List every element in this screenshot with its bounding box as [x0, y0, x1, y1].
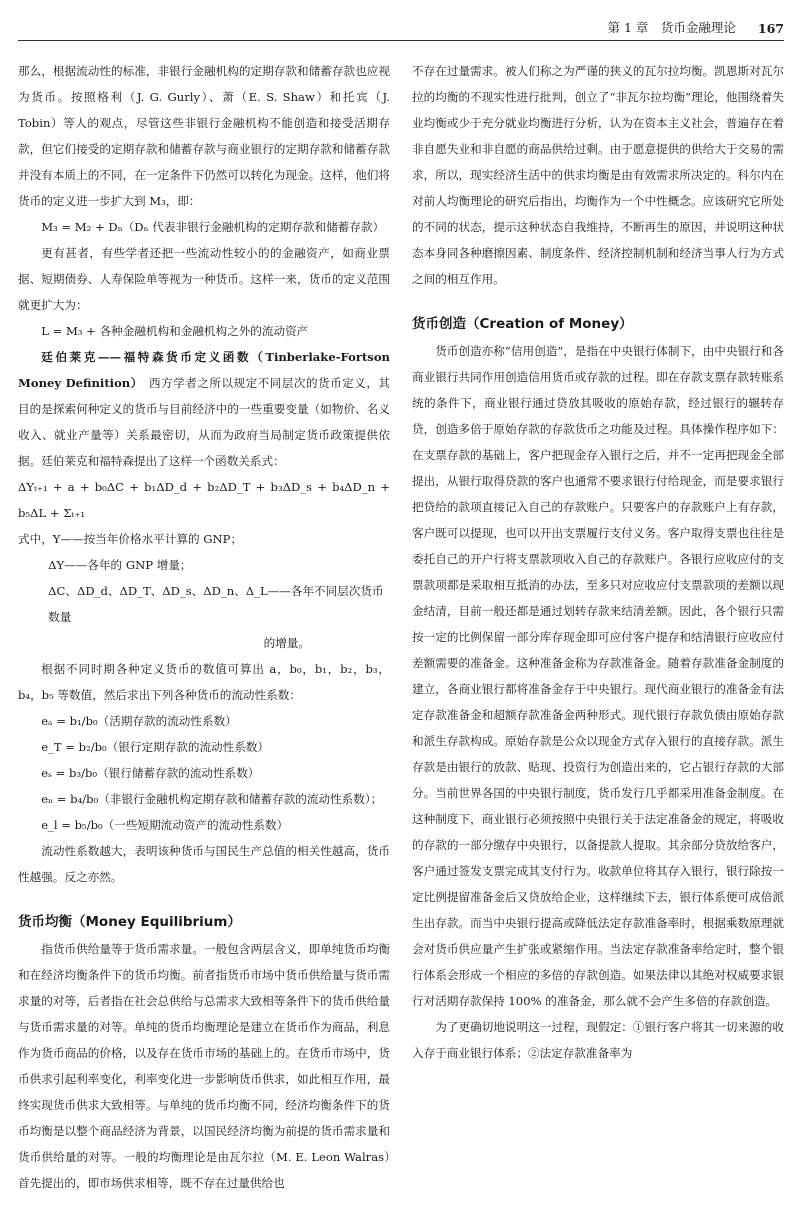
paragraph: 不存在过量需求。被人们称之为严谨的狭义的瓦尔拉均衡。凯恩斯对瓦尔拉的均衡的不现实性进行批判，创立了“非瓦尔拉均衡”理论，他围绕着失业均衡或少于充分就业均衡进行分析，认为在资本主义社会，普遍存在着非自愿失业和非自愿的商品供给过剩。由于愿意提供的供给大于交易的需求，所以，现实经济生活中的供求均衡是由有效需求所决定的。科尔内在对前人均衡理论的研究后指出，均衡作为一个中性概念。应该研究它所处的不同的状态，提示这种状态自我维持，不断再生的原因，并说明这种状态本身同各种磨擦因素、制度条件、经济控制机制和经济当事人行为方式之间的相互作用。	[412, 64, 784, 286]
paragraph: 那么，根据流动性的标准，非银行金融机构的定期存款和储蓄存款也应视为货币。按照格利（J. G. Gurly）、萧（E. S. Shaw）和托宾（J. Tobin）等人的观点，尽管这些非银行金融机构不能创造和接受活期存款，但它们接受的定期存款和储蓄存款与商业银行的定期存款和储蓄存款并没有本质上的不同，在一定条件下仍然可以转化为现金。这样，他们将货币的定义进一步扩大到 M₃，即：	[18, 64, 390, 208]
left-column	[18, 58, 390, 1196]
chapter-title: 第 1 章 货币金融理论	[607, 20, 736, 35]
coefficient: e_l = b₅/b₀（一些短期流动资产的流动性系数）	[41, 818, 289, 832]
paragraph: 为了更确切地说明这一过程，现假定：①银行客户将其一切来源的收入存于商业银行体系；②法定存款准备率为	[412, 1020, 784, 1060]
formula-where: 式中，Y——按当年价格水平计算的 GNP；	[18, 532, 243, 546]
section-heading: 货币创造（Creation of Money）	[412, 316, 633, 332]
formula-var: ΔY——各年的 GNP 增量；	[48, 558, 192, 572]
coefficient: eₛ = b₃/b₀（银行储蓄存款的流动性系数）	[41, 766, 260, 780]
paragraph	[18, 344, 390, 474]
right-column	[412, 58, 784, 1066]
paragraph: 流动性系数越大，表明该种货币与国民生产总值的相关性越高，货币性越强。反之亦然。	[18, 844, 390, 884]
page-number: 167	[757, 21, 784, 36]
coefficient: e_T = b₂/b₀（银行定期存款的流动性系数）	[41, 740, 270, 754]
term-heading: 廷伯莱克——福特森货币定义函数（Tinberlake-Fortson Money Definition）	[18, 350, 390, 390]
coefficient: eₐ = b₁/b₀（活期存款的流动性系数）	[41, 714, 237, 728]
term-body: 西方学者之所以规定不同层次的货币定义，其目的是探索何种定义的货币与目前经济中的一些重要变量（如物价、名义收入、就业产量等）关系最密切，从而为政府当局制定货币政策提供依据。廷伯莱克和福特森提出了这样一个函数关系式：	[18, 376, 390, 468]
paragraph: 指货币供给量等于货币需求量。一般包含两层含义，即单纯货币均衡和在经济均衡条件下的货币均衡。前者指货币市场中货币供给量与货币需求量的对等，后者指在社会总供给与总需求大致相等条件下的货币供给量与货币需求量的对等。单纯的货币均衡理论是建立在货币作为商品，利息作为货币商品的价格，以及存在货币市场的基础上的。在货币市场中，货币供求引起利率变化，利率变化进一步影响货币供求，如此相互作用，最终实现货币供求大致相等。与单纯的货币均衡不同，经济均衡条件下的货币均衡是以整个商品经济为背景，以国民经济均衡为前提的货币需求量和货币供给量的对等。一般的均衡理论是由瓦尔拉（M. E. Leon Walras）首先提出的，即市场供求相等，既不存在过量供给也	[18, 942, 390, 1190]
section-heading: 货币均衡（Money Equilibrium）	[18, 914, 241, 930]
formula-var-cont: 的增量。	[263, 636, 310, 650]
formula: ΔYₜ₊₁ + a + b₀ΔC + b₁ΔD_d + b₂ΔD_T + b₃ΔD_s + b₄ΔD_n + b₅ΔL + Σₜ₊₁	[18, 480, 390, 520]
paragraph: 更有甚者，有些学者还把一些流动性较小的的金融资产，如商业票据、短期债券、人寿保险单等视为一种货币。这样一来，货币的定义范围就更扩大为：	[18, 246, 390, 312]
coefficient: eₙ = b₄/b₀（非银行金融机构定期存款和储蓄存款的流动性系数）；	[41, 792, 383, 806]
paragraph: 货币创造亦称“信用创造”，是指在中央银行体制下，由中央银行和各商业银行共同作用创造信用货币或存款的过程。即在存款支票存款转账系统的条件下，商业银行通过贷放其吸收的原始存款，经过银行的辗转存贷，创造多倍于原始存款的存款货币之功能及过程。具体操作程序如下：在支票存款的基础上，客户把现金存入银行之后，并不一定再把现金全部提出，从银行取得贷款的客户也通常不要求银行付给现金，而是要求银行把贷给的款项直接记入自己的存款账户。只要客户的存款账户上有存款，客户既可以提现，也可以开出支票履行支付义务。客户取得支票也往往是委托自己的开户行将支票款项收入自己的存款账户。各银行应收应付的支票款项都是采取相互抵消的办法，至多只对应收应付支票款项的差额以现金结清，目前一般还都是通过划转存款来结清差额。因此，各个银行只需按一定的比例保留一部分库存现金即可应付客户提存和结清银行应收应付差额需要的准备金。这种准备金称为存款准备金。随着存款准备金制度的建立，各商业银行都将准备金存于中央银行。现代商业银行的准备金有法定存款准备金和超额存款准备金两种形式。现代银行存款负债由原始存款和派生存款构成。原始存款是公众以现金方式存入银行的直接存款。派生存款是由银行的放款、贴现、投资行为创造出来的，它占银行存款的大部分。当前世界各国的中央银行制度，货币发行几乎都采用准备金制度。在这种制度下，商业银行必须按照中央银行关于法定准备金的规定，将吸收的存款的一部分缴存中央银行，以备提款人提取。其余部分贷放给客户，客户通过签发支票完成其支付行为。收款单位将其存入银行，银行除按一定比例提留准备金后又贷放给企业，这样继续下去，银行体系便可成倍派生出存款。而当中央银行提高或降低法定存款准备率时，根据乘数原理就会对货币供应量产生扩张或紧缩作用。当法定存款准备率给定时，整个银行体系会形成一个相应的多倍的存款创造。如果法律以其绝对权威要求银行对活期存款保持 100% 的准备金，那么就不会产生多倍的存款创造。	[412, 344, 784, 1008]
paragraph: 根据不同时期各种定义货币的数值可算出 a，b₀，b₁，b₂，b₃，b₄，b₅ 等数值，然后求出下列各种货币的流动性系数：	[18, 662, 390, 702]
m3-definition: M₃ = M₂ + Dₙ（Dₙ 代表非银行金融机构的定期存款和储蓄存款）	[41, 220, 385, 234]
formula-var: ΔC、ΔD_d、ΔD_T、ΔD_s、ΔD_n、Δ_L——各年不同层次货币数量	[48, 584, 384, 624]
running-header	[18, 14, 784, 41]
l-definition: L = M₃ + 各种金融机构和金融机构之外的流动资产	[41, 324, 309, 338]
